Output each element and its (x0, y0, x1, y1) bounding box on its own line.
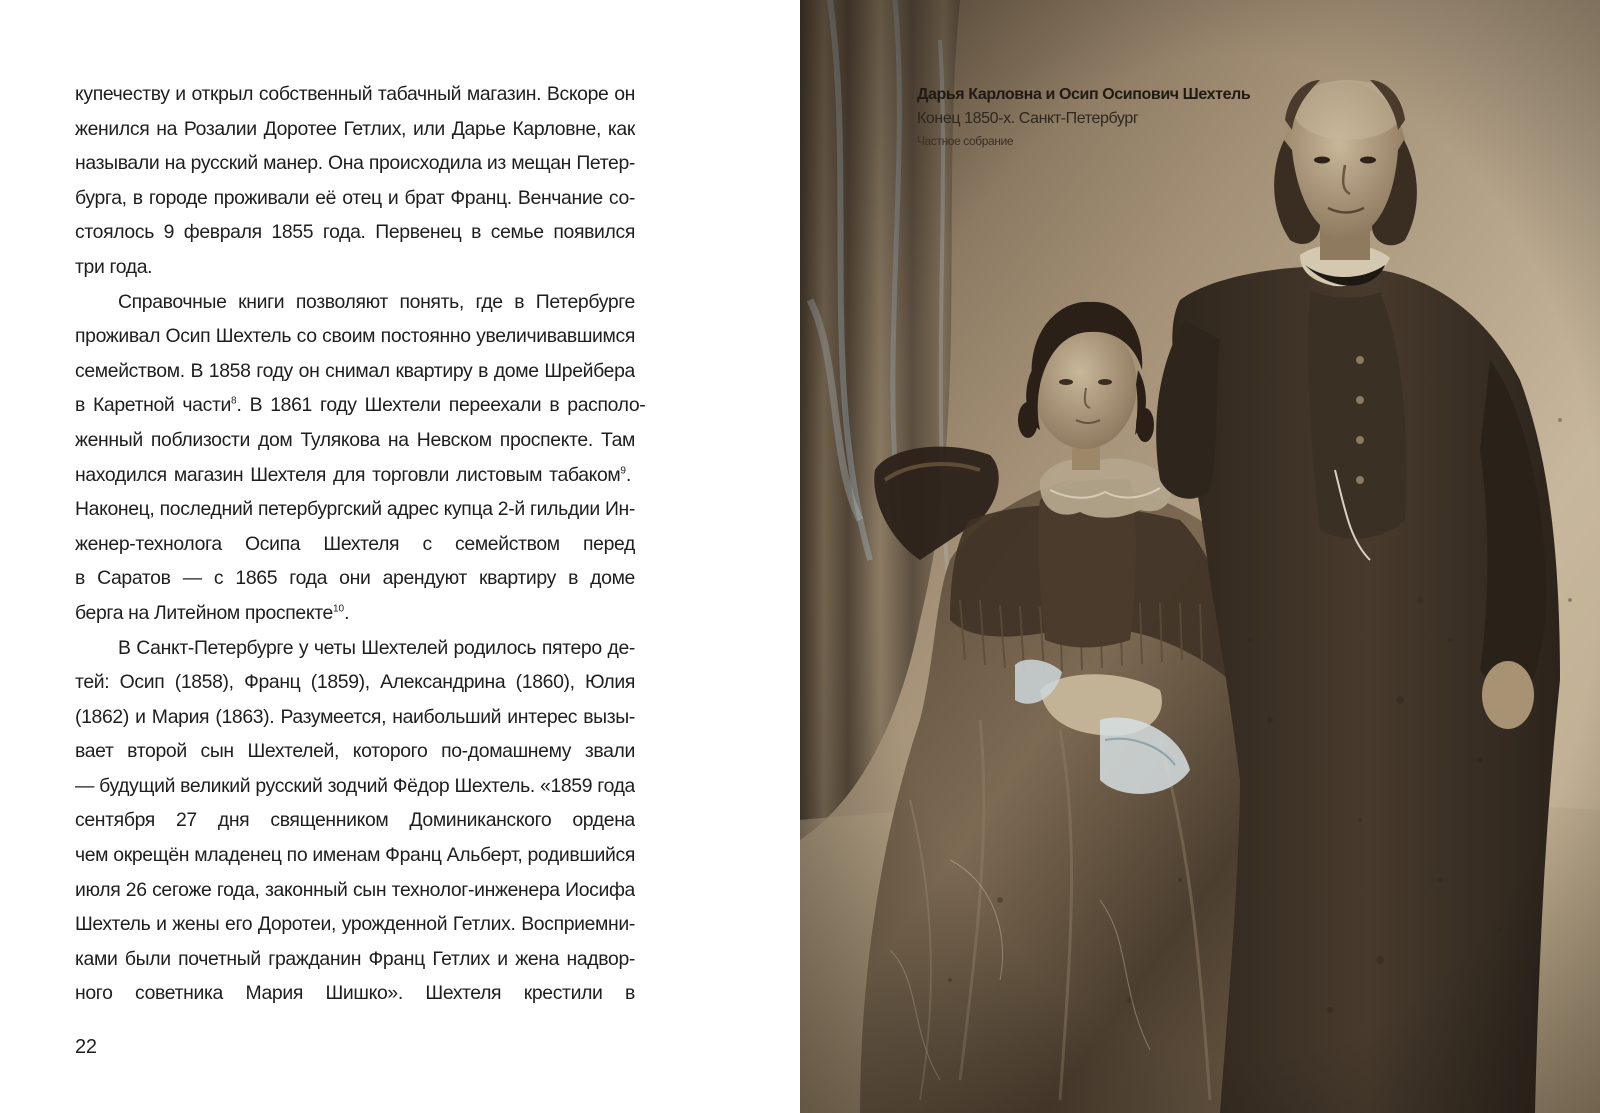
text-line: бурга, в городе проживали её отец и брат Франц. Венчание со- (75, 186, 635, 209)
right-page (800, 0, 1600, 1113)
text-line: Наконец, последний петербургский адрес купца 2-й гильдии Ин- (75, 498, 635, 521)
text-line: купечеству и открыл собственный табачный магазин. Вскоре он (75, 83, 635, 105)
footnote-ref-9[interactable]: 9 (620, 465, 626, 477)
text-line: женный поблизости дом Тулякова на Невском проспекте. Там (75, 428, 635, 451)
text-line: стоялось 9 февраля 1855 года. Первенец в семье появился (75, 221, 635, 244)
caption-source: Частное собрание (917, 134, 1014, 148)
text-line: чем окрещён младенец по именам Франц Альберт, родившийся (75, 844, 635, 867)
text-segment: в Каретной части (75, 394, 231, 417)
footnote-ref-10[interactable]: 10 (332, 603, 345, 615)
paragraph-first-line: В Санкт-Петербурге у четы Шехтелей родилось пятеро де- (118, 636, 635, 659)
text-line: в Саратов — с 1865 года они арендуют квартиру в доме (75, 567, 635, 590)
text-line: называли на русский манер. Она происходила из мещан Петер- (75, 152, 635, 175)
text-line: сентября 27 дня священником Доминиканского ордена (75, 809, 635, 832)
caption-date-place: Конец 1850-х. Санкт-Петербург (917, 110, 1139, 127)
text-segment: находился магазин Шехтеля для торговли листовым табаком (75, 463, 621, 486)
text-line-with-footnote (75, 458, 635, 493)
text-line: тей: Осип (1858), Франц (1859), Александрина (1860), Юлия (75, 671, 635, 694)
text-line: ками были почетный гражданин Франц Гетлих и жена надвор- (75, 947, 635, 970)
text-line-with-footnote (75, 596, 635, 631)
paragraph-first-line: Справочные книги позволяют понять, где в Петербурге (118, 290, 635, 313)
text-line: проживал Осип Шехтель со своим постоянно увеличивавшимся (75, 325, 635, 348)
text-line: — будущий великий русский зодчий Фёдор Шехтель. «1859 года (75, 774, 635, 797)
text-segment: . (625, 463, 632, 486)
text-line: семейством. В 1858 году он снимал квартиру в доме Шрейбера (75, 359, 635, 382)
text-line: Шехтель и жены его Доротеи, урожденной Гетлих. Восприемни- (75, 913, 635, 936)
caption-title: Дарья Карловна и Осип Осипович Шехтель (917, 86, 1251, 103)
text-line: женер-технолога Осипа Шехтеля с семейством перед (75, 532, 635, 555)
text-line: (1862) и Мария (1863). Разумеется, наибольший интерес вызы- (75, 705, 635, 728)
photo-caption (917, 83, 1337, 151)
text-line-with-footnote (75, 388, 646, 423)
text-line: ного советника Мария Шишко». Шехтеля крестили в (75, 982, 635, 1005)
footnote-ref-8[interactable]: 8 (230, 395, 237, 407)
text-line: женился на Розалии Доротее Гетлих, или Дарье Карловне, как (75, 117, 635, 140)
text-line: три года. (75, 255, 153, 278)
text-segment: . В 1861 году Шехтели переехали в располо- (236, 394, 646, 417)
portrait-photograph (800, 0, 1600, 1113)
body-text (75, 77, 646, 1011)
text-segment: . (344, 601, 350, 624)
text-line: июля 26 сегоже года, законный сын технолог-инженера Иосифа (75, 878, 635, 901)
page-number: 22 (75, 1036, 97, 1058)
text-segment: берга на Литейном проспекте (75, 601, 333, 624)
text-line: вает второй сын Шехтелей, которого по-домашнему звали (75, 740, 635, 763)
